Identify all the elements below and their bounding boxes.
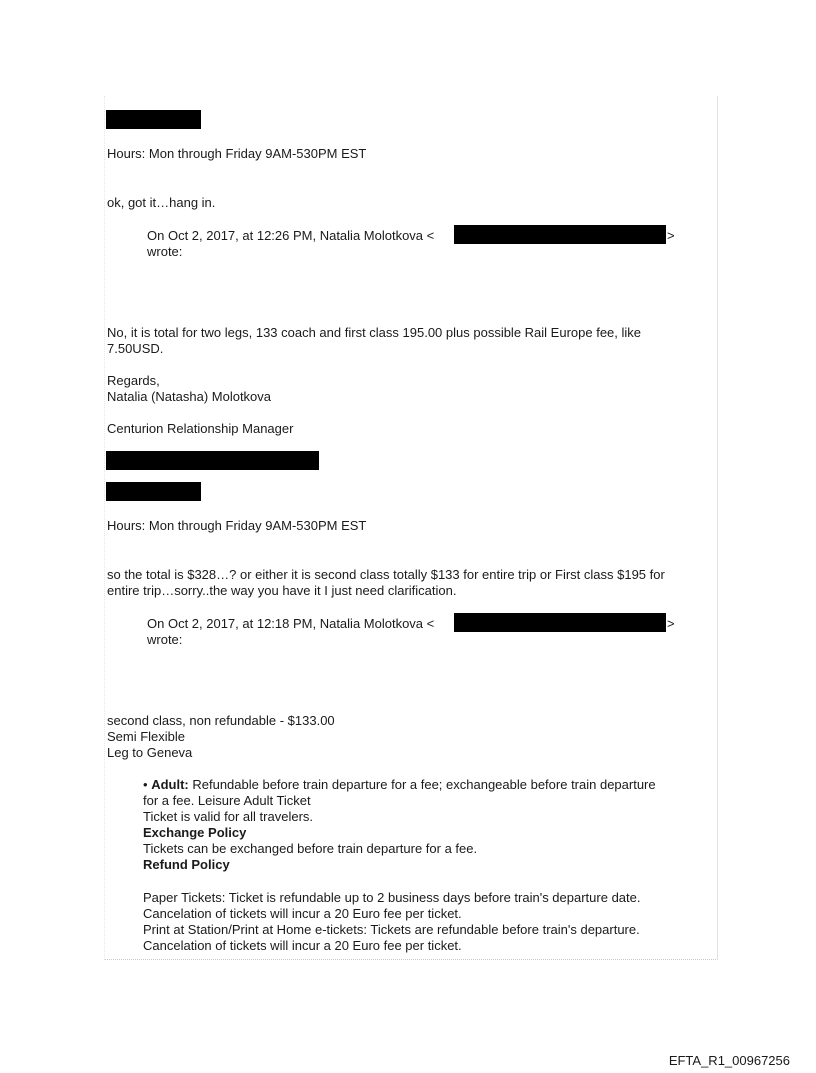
refund-policy-text: Print at Station/Print at Home e-tickets: Tickets are refundable before train's departure. (143, 922, 640, 937)
redacted-email-address (454, 225, 666, 244)
quote-wrote: wrote: (147, 632, 183, 647)
signature-name: Natalia (Natasha) Molotkova (107, 389, 272, 404)
signature-regards: Regards, (107, 373, 160, 388)
refund-policy-heading: Refund Policy (143, 857, 230, 872)
reply-text: ok, got it…hang in. (107, 195, 216, 210)
bullet-glyph: • (143, 777, 148, 792)
adult-text: Refundable before train departure for a fee; exchangeable before train departure (192, 777, 656, 792)
refund-policy-text: Cancelation of tickets will incur a 20 Euro fee per ticket. (143, 906, 462, 921)
redaction-block (106, 110, 201, 129)
reply-text: entire trip…sorry..the way you have it I just need clarification. (107, 583, 457, 598)
quote-header-suffix: > (667, 616, 675, 631)
document-id: EFTA_R1_00967256 (668, 1053, 790, 1068)
adult-text: for a fee. Leisure Adult Ticket (143, 793, 311, 808)
quote-header-prefix: On Oct 2, 2017, at 12:18 PM, Natalia Molotkova < (147, 616, 435, 631)
redaction-block (106, 451, 319, 470)
quote-header-prefix: On Oct 2, 2017, at 12:26 PM, Natalia Molotkova < (147, 228, 435, 243)
hours-line: Hours: Mon through Friday 9AM-530PM EST (107, 518, 367, 533)
exchange-policy-heading: Exchange Policy (143, 825, 247, 840)
message-text: Semi Flexible (107, 729, 186, 744)
message-text: 7.50USD. (107, 341, 164, 356)
quote-header-suffix: > (667, 228, 675, 243)
redaction-block (106, 482, 201, 501)
fare-adult-line (143, 777, 656, 793)
refund-policy-text: Cancelation of tickets will incur a 20 Euro fee per ticket. (143, 938, 462, 953)
reply-text: so the total is $328…? or either it is second class totally $133 for entire trip or First class $195 for (107, 567, 665, 582)
redacted-email-address (454, 613, 666, 632)
exchange-policy-text: Tickets can be exchanged before train departure for a fee. (143, 841, 478, 856)
quote-wrote: wrote: (147, 244, 183, 259)
signature-title: Centurion Relationship Manager (107, 421, 294, 436)
refund-policy-text: Paper Tickets: Ticket is refundable up to 2 business days before train's departure date. (143, 890, 641, 905)
message-text: No, it is total for two legs, 133 coach and first class 195.00 plus possible Rail Europe fee, like (107, 325, 642, 340)
message-text: second class, non refundable - $133.00 (107, 713, 335, 728)
adult-label: Adult: (151, 777, 189, 792)
valid-line: Ticket is valid for all travelers. (143, 809, 314, 824)
hours-line: Hours: Mon through Friday 9AM-530PM EST (107, 146, 367, 161)
message-text: Leg to Geneva (107, 745, 193, 760)
